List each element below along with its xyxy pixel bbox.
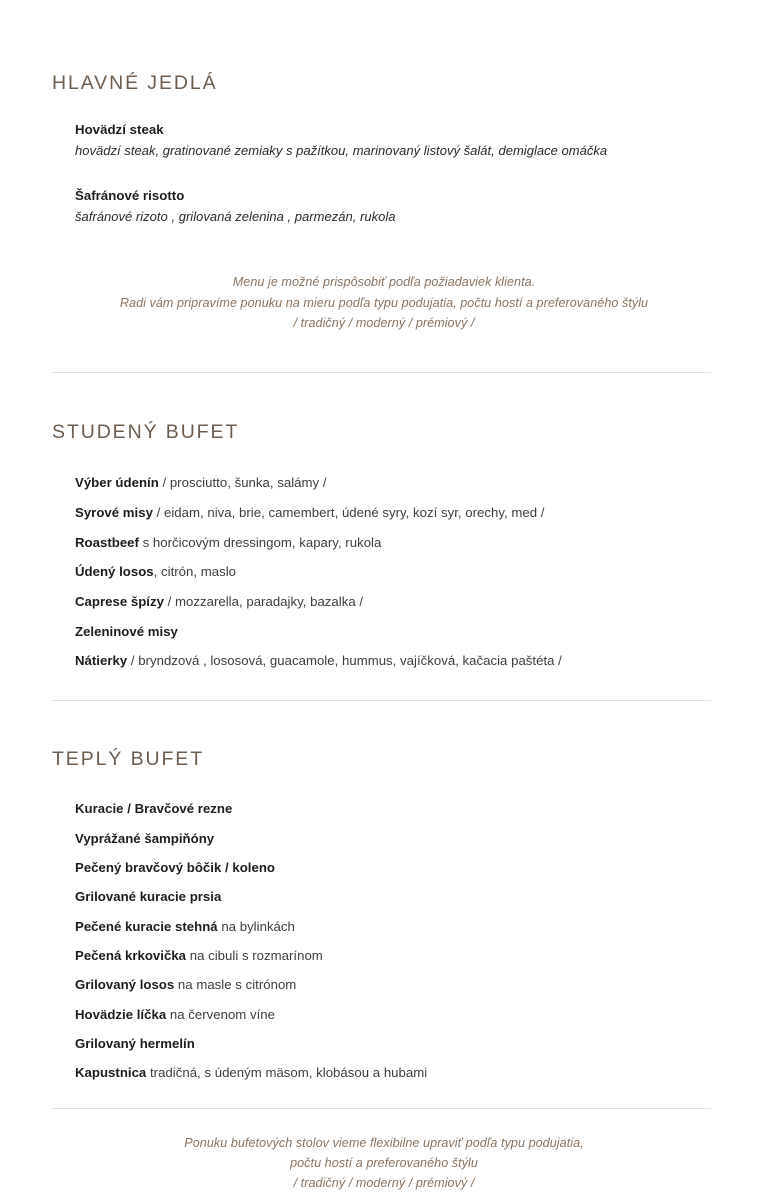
note-line: počtu hostí a preferovaného štýlu [290,1155,478,1170]
list-item [75,1005,716,1024]
section-cold-buffet [52,373,716,670]
main-dishes-note [52,272,716,333]
item-name: Pečená krkovička [75,948,187,964]
section-heading-cold-buffet: STUDENÝ BUFET [52,421,240,444]
footer-note [52,1133,716,1194]
item-name: Výber údenín [75,475,159,491]
list-item [75,799,716,818]
list-item [75,829,716,848]
item-detail: , citrón, maslo [153,564,237,580]
dish-description: hovädzí steak, gratinované zemiaky s pažítkou, marinovaný listový šalát, demiglace omáčka [75,143,608,159]
item-name: Grilovaný hermelín [75,1036,195,1052]
note-line: / tradičný / moderný / prémiový / [293,316,475,331]
list-item [75,887,716,906]
item-detail: na cibuli s rozmarínom [186,948,323,964]
item-name: Kuracie / Bravčové rezne [75,801,233,817]
note-line: Radi vám pripravíme ponuku na mieru podľa typu podujatia, počtu hostí a preferovaného štýlu [119,295,649,310]
note-line: / tradičný / moderný / prémiový / [293,1176,475,1191]
item-name: Pečený bravčový bôčik / koleno [75,860,275,876]
item-name: Caprese špízy [75,594,164,610]
cold-buffet-list [52,473,716,670]
item-name: Zeleninové misy [75,623,178,639]
dish-name: Šafránové risotto [75,187,185,203]
note-line: Ponuku bufetových stolov vieme flexibilne upraviť podľa typu podujatia, [184,1135,584,1150]
item-detail: na bylinkách [217,918,295,934]
item-detail: tradičná, s údeným mäsom, klobásou a hubami [146,1065,428,1081]
list-item [75,917,716,936]
warm-buffet-list [52,799,716,1082]
list-item [75,562,716,581]
list-item [75,186,716,227]
list-item [75,533,716,552]
item-detail: / prosciutto, šunka, salámy / [158,475,327,491]
item-detail: / bryndzová , lososová, guacamole, hummus, vajíčková, kačacia paštéta / [127,653,562,669]
dish-description: šafránové rizoto , grilovaná zelenina , parmezán, rukola [75,208,396,224]
item-detail: / eidam, niva, brie, camembert, údené syry, kozí syr, orechy, med / [152,505,545,521]
list-item [75,975,716,994]
item-name: Pečené kuracie stehná [75,918,218,934]
list-item [75,651,716,670]
item-name: Vyprážané šampiňóny [75,830,215,846]
list-item [75,1034,716,1053]
note-line: Menu je možné prispôsobiť podľa požiadaviek klienta. [232,275,536,290]
section-heading-main-dishes: HLAVNÉ JEDLÁ [52,72,218,94]
item-detail: na červenom víne [166,1006,275,1022]
item-name: Grilovaný losos [75,977,175,993]
item-detail: na masle s citrónom [174,977,297,993]
item-name: Roastbeef [75,534,139,550]
section-heading-warm-buffet: TEPLÝ BUFET [52,748,205,771]
item-name: Syrové misy [75,505,153,521]
section-warm-buffet [52,701,716,1082]
item-name: Grilované kuracie prsia [75,889,222,905]
list-item [75,120,716,161]
list-item [75,946,716,965]
list-item [75,1063,716,1082]
list-item [75,858,716,877]
item-name: Nátierky [75,653,128,669]
item-name: Hovädzie líčka [75,1006,167,1022]
footer-divider [52,1108,711,1109]
list-item [75,592,716,611]
item-name: Kapustnica [75,1065,147,1081]
item-detail: / mozzarella, paradajky, bazalka / [163,594,364,610]
item-name: Údený losos [75,564,154,580]
section-main-dishes [52,0,716,333]
main-dishes-list [52,120,716,226]
item-detail: s horčicovým dressingom, kapary, rukola [138,534,382,550]
dish-name: Hovädzí steak [75,122,164,137]
list-item [75,473,716,492]
list-item [75,622,716,641]
list-item [75,503,716,522]
